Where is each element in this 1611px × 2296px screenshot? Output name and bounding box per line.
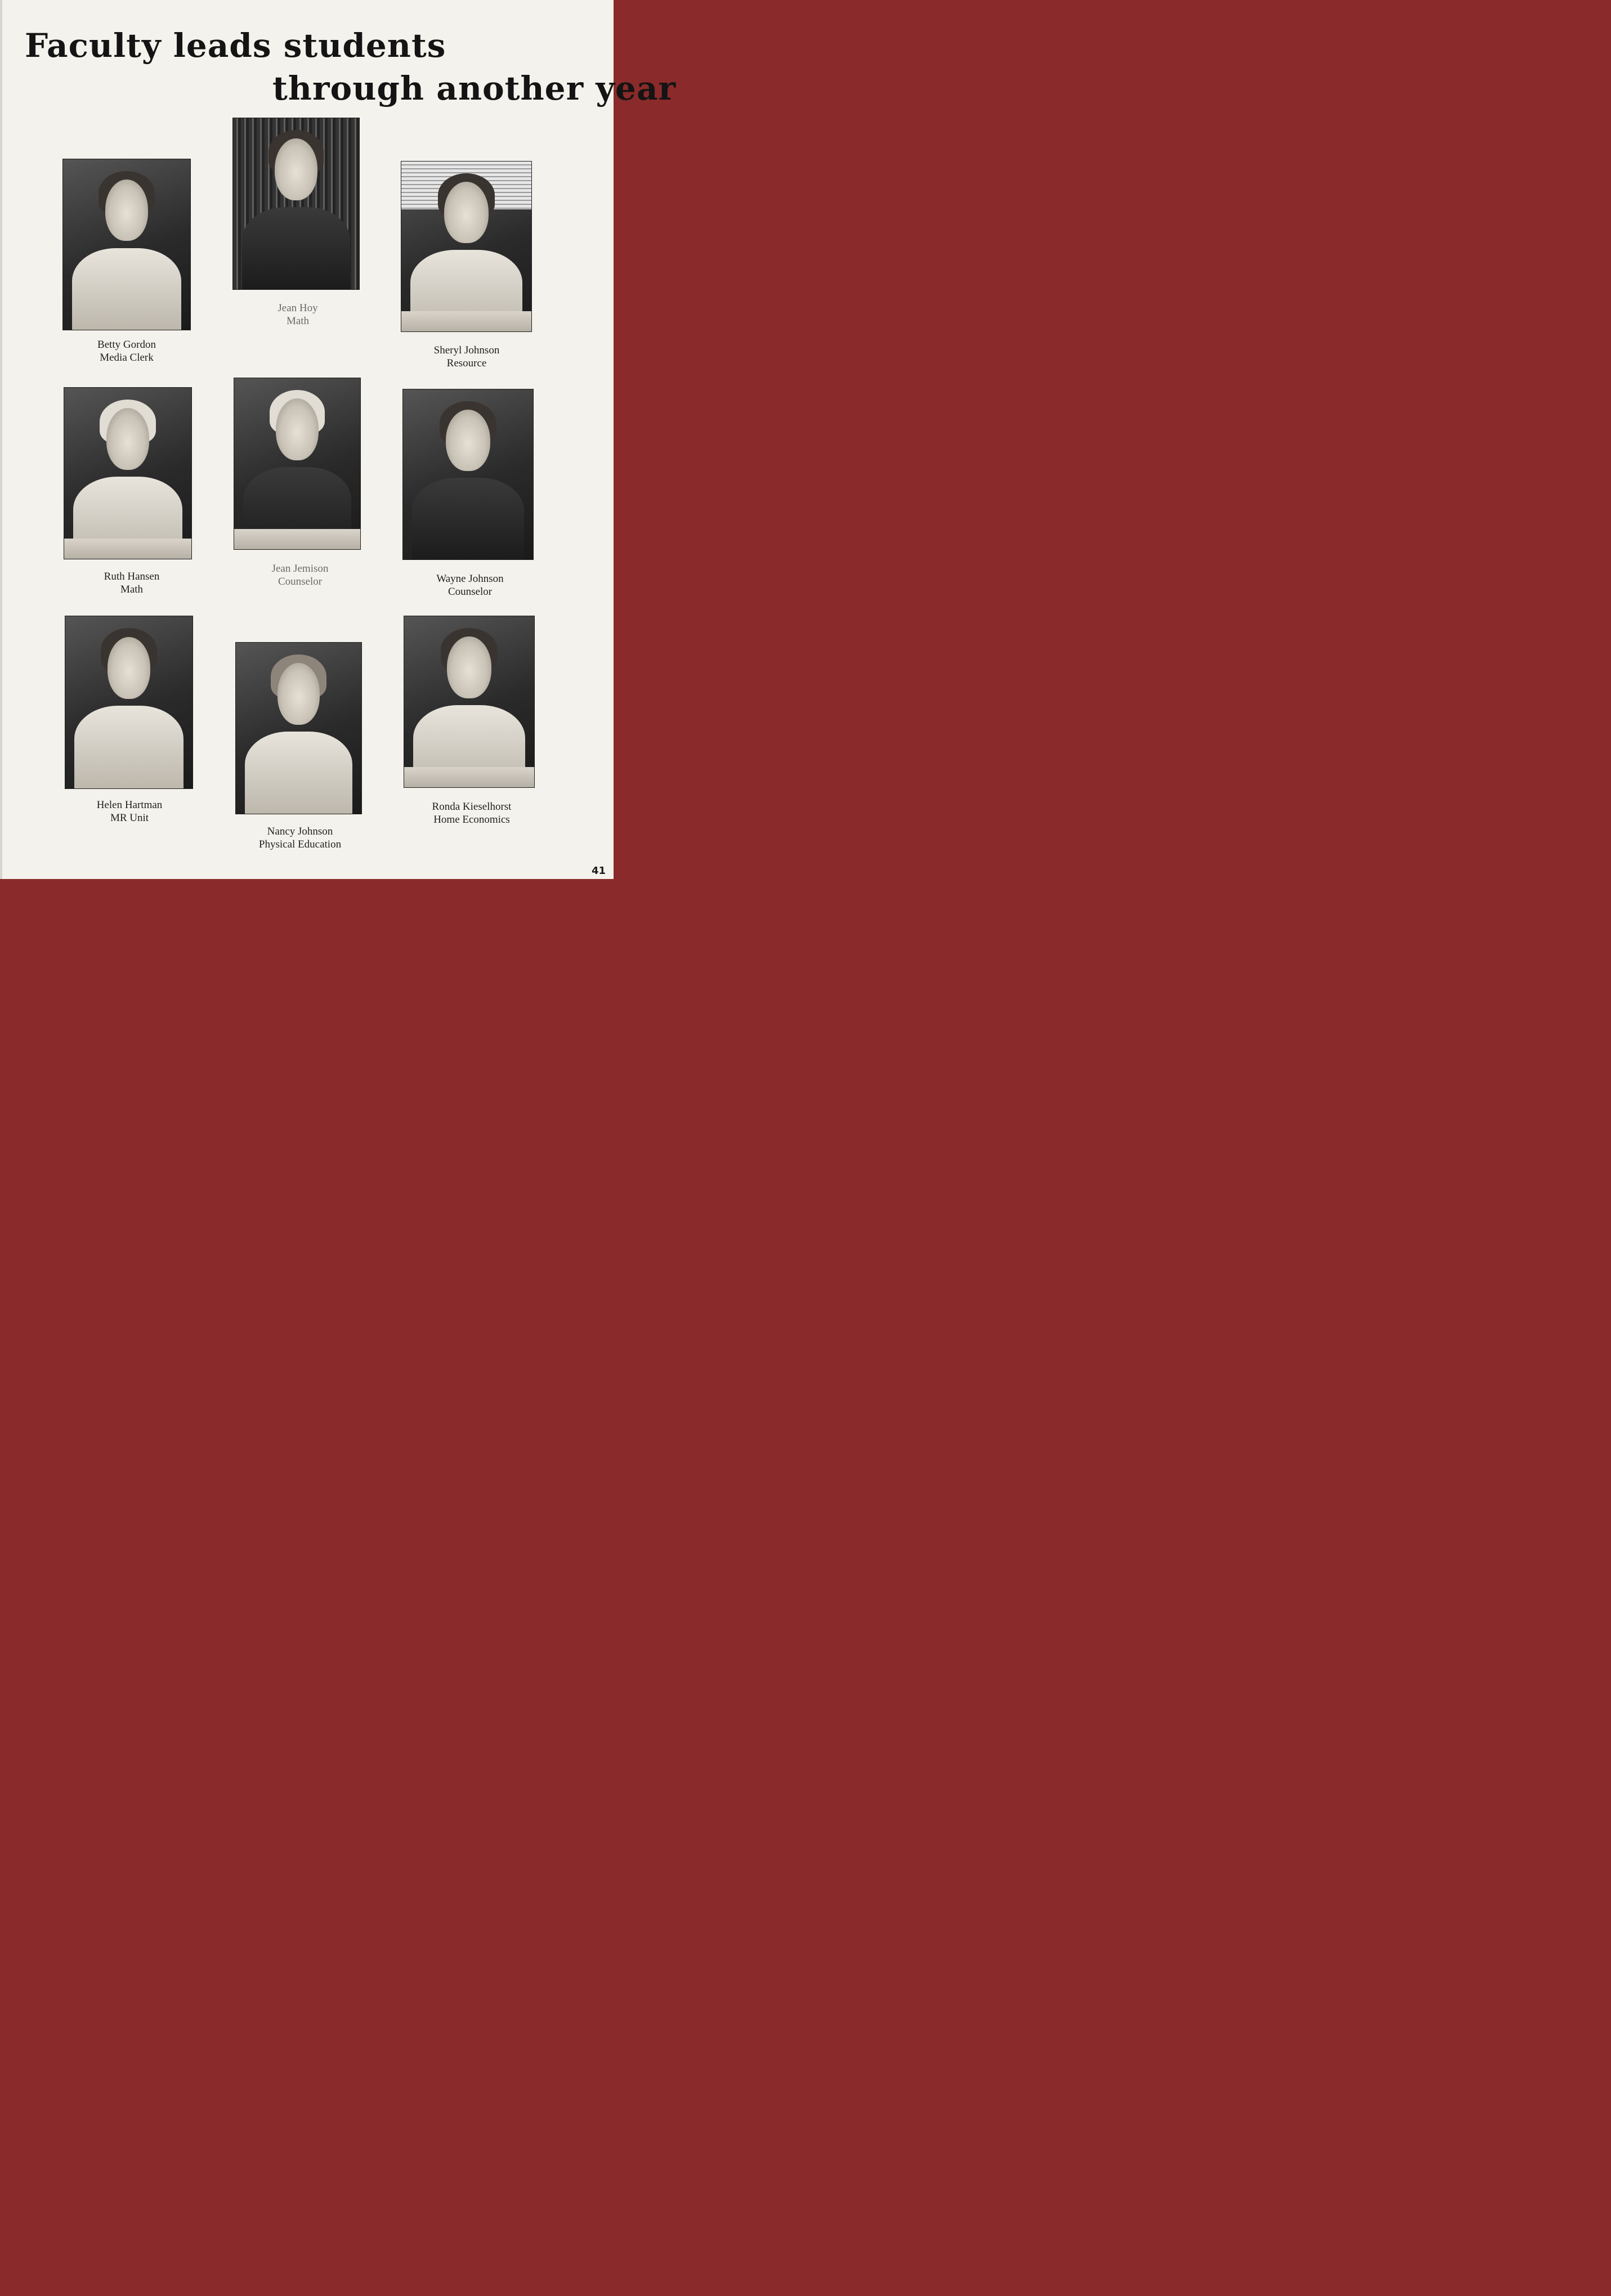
page-title-line-2: through another year xyxy=(272,69,677,107)
page-number: 41 xyxy=(591,865,606,877)
faculty-photo-betty-gordon xyxy=(63,159,190,330)
faculty-photo-nancy-johnson xyxy=(236,643,361,814)
page-title-line-1: Faculty leads students xyxy=(25,26,446,65)
faculty-caption-helen-hartman xyxy=(56,799,203,824)
faculty-caption-betty-gordon xyxy=(53,338,200,364)
faculty-caption-ruth-hansen xyxy=(59,570,205,596)
faculty-photo-helen-hartman xyxy=(65,616,193,788)
faculty-photo-ronda-kieselhorst xyxy=(404,616,534,787)
faculty-name: Sheryl Johnson xyxy=(433,344,500,356)
faculty-caption-jean-hoy xyxy=(225,302,371,328)
faculty-role: Home Economics xyxy=(433,814,510,826)
faculty-name: Ronda Kieselhorst xyxy=(432,801,512,813)
yearbook-page xyxy=(0,0,677,879)
faculty-caption-sheryl-johnson xyxy=(393,344,540,370)
faculty-role: Resource xyxy=(446,357,487,369)
faculty-caption-wayne-johnson xyxy=(397,572,543,598)
faculty-name: Jean Hoy xyxy=(278,302,318,314)
faculty-photo-jean-jemison xyxy=(234,378,360,549)
faculty-name: Jean Jemison xyxy=(271,563,329,575)
faculty-name: Helen Hartman xyxy=(96,799,163,811)
faculty-photo-ruth-hansen xyxy=(64,388,191,559)
faculty-photo-sheryl-johnson xyxy=(401,162,531,331)
faculty-photo-wayne-johnson xyxy=(403,389,533,559)
faculty-role: MR Unit xyxy=(110,812,149,824)
faculty-caption-jean-jemison xyxy=(227,562,373,588)
faculty-role: Math xyxy=(286,315,310,327)
faculty-role: Math xyxy=(120,584,144,595)
faculty-photo-jean-hoy xyxy=(233,118,359,289)
faculty-caption-ronda-kieselhorst xyxy=(399,800,545,826)
faculty-name: Betty Gordon xyxy=(97,339,156,351)
faculty-role: Media Clerk xyxy=(100,352,154,364)
faculty-name: Wayne Johnson xyxy=(436,573,504,585)
faculty-caption-nancy-johnson xyxy=(227,825,373,851)
faculty-role: Physical Education xyxy=(258,838,342,850)
faculty-name: Nancy Johnson xyxy=(267,826,333,837)
faculty-name: Ruth Hansen xyxy=(104,571,160,582)
faculty-role: Counselor xyxy=(448,586,493,598)
faculty-role: Counselor xyxy=(278,576,323,588)
